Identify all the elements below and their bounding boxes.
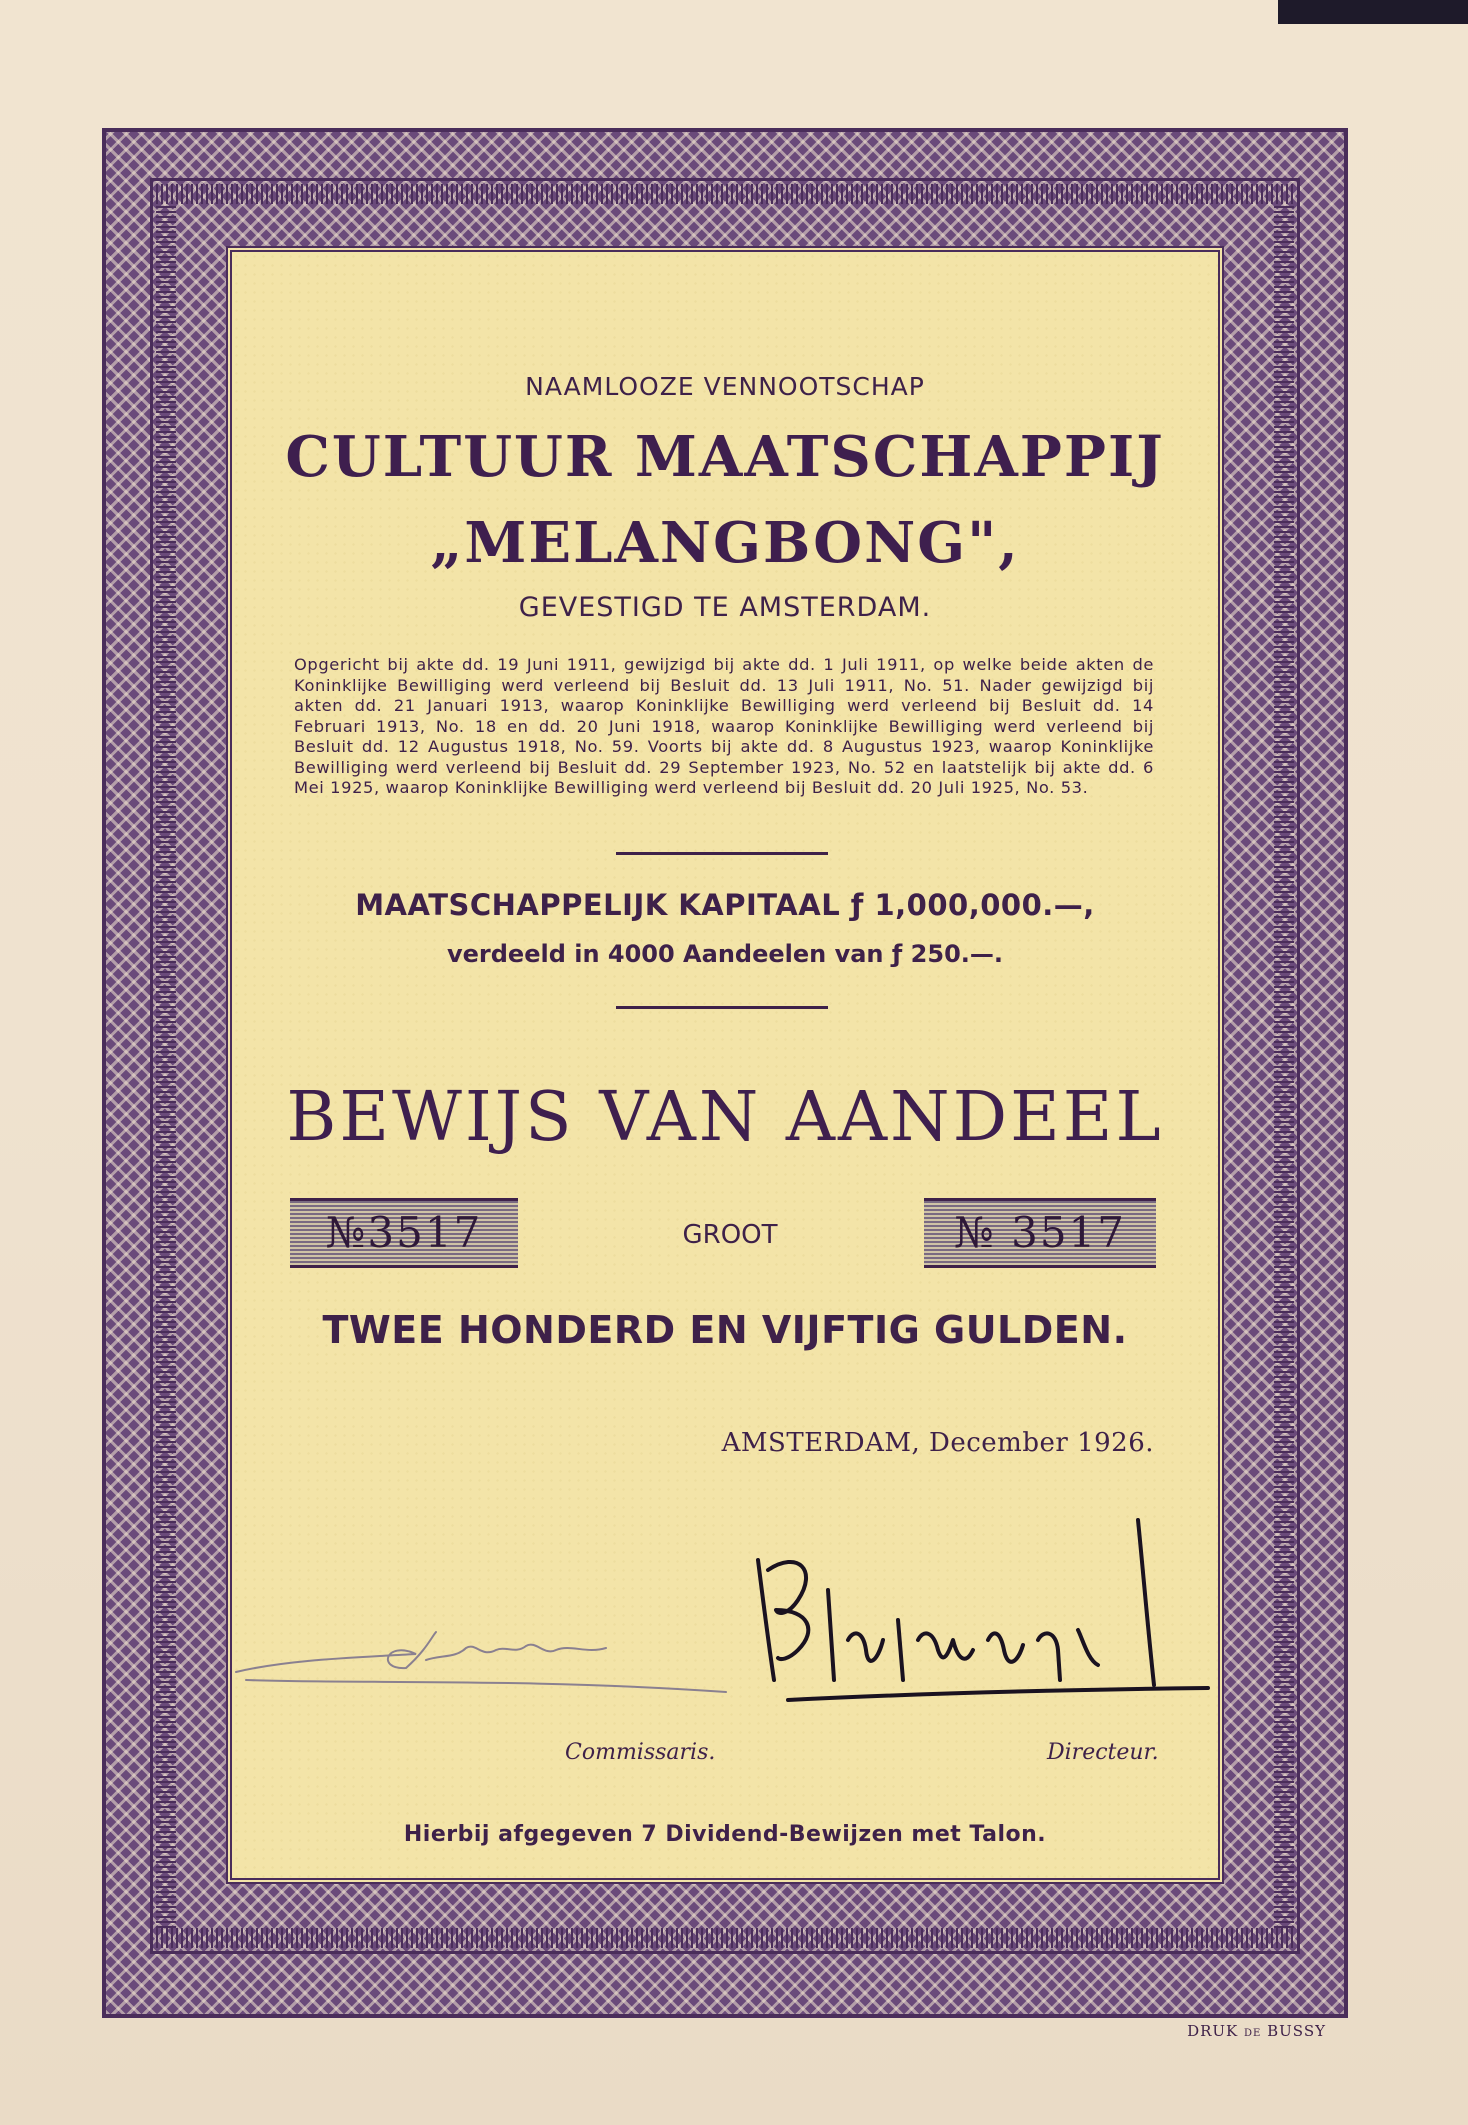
printer-imprint: [1187, 2022, 1326, 2040]
scan-edge: [1278, 0, 1468, 24]
company-kind: NAAMLOOZE VENNOOTSCHAP: [525, 372, 925, 401]
directeur-label: Directeur.: [1047, 1740, 1159, 1765]
place-and-date: AMSTERDAM, December 1926.: [721, 1428, 1154, 1458]
printer-prefix: DRUK: [1187, 2022, 1239, 2040]
border-stripe-right: [1274, 204, 1294, 1928]
divider-1: [616, 852, 828, 855]
certificate-number-right: № 3517: [924, 1198, 1156, 1268]
divider-2: [616, 1006, 828, 1009]
company-name-line1: CULTUUR MAATSCHAPPIJ: [285, 424, 1165, 490]
company-seat: GEVESTIGD TE AMSTERDAM.: [518, 592, 932, 623]
directeur-signature: [738, 1490, 1218, 1730]
border-stripe-left: [156, 204, 176, 1928]
certificate-number-left: №3517: [290, 1198, 518, 1268]
share-capital: MAATSCHAPPELIJK KAPITAAL ƒ 1,000,000.—,: [355, 888, 1095, 922]
document-title: BEWIJS VAN AANDEEL: [286, 1078, 1164, 1157]
commissaris-signature: [226, 1610, 746, 1730]
border-stripe-bottom: [156, 1928, 1294, 1948]
groot-label: GROOT: [682, 1220, 778, 1250]
share-amount: TWEE HONDERD EN VIJFTIG GULDEN.: [322, 1308, 1128, 1352]
capital-division: verdeeld in 4000 Aandeelen van ƒ 250.—.: [446, 940, 1004, 968]
incorporation-history: Opgericht bij akte dd. 19 Juni 1911, gewijzigd bij akte dd. 1 Juli 1911, op welke beide akten de Koninklijke Bewilliging werd verleend bij Besluit dd. 13 Juli 1911, No. 51. Nader gewijzigd bij akten dd. 21 Januari 1913, waarop Koninklijke Bewilliging werd verleend bij Besluit dd. 14 Februari 1913, No. 18 en dd. 20 Juni 1918, waarop Koninklijke Bewilliging werd verleend bij Besluit dd. 12 Augustus 1918, No. 59. Voorts bij akte dd. 8 Augustus 1923, waarop Koninklijke Bewilliging werd verleend bij Besluit dd. 29 September 1923, No. 52 en laatstelijk bij akte dd. 6 Mei 1925, waarop Koninklijke Bewilliging werd verleend bij Besluit dd. 20 Juli 1925, No. 53.: [294, 655, 1154, 797]
printer-name: BUSSY: [1267, 2022, 1326, 2040]
commissaris-label: Commissaris.: [565, 1740, 716, 1765]
printer-de: DE: [1244, 2028, 1262, 2039]
border-stripe-top: [156, 184, 1294, 204]
company-name-line2: „MELANGBONG",: [430, 510, 1020, 576]
talon-note: Hierbij afgegeven 7 Dividend-Bewijzen met Talon.: [403, 1822, 1047, 1847]
